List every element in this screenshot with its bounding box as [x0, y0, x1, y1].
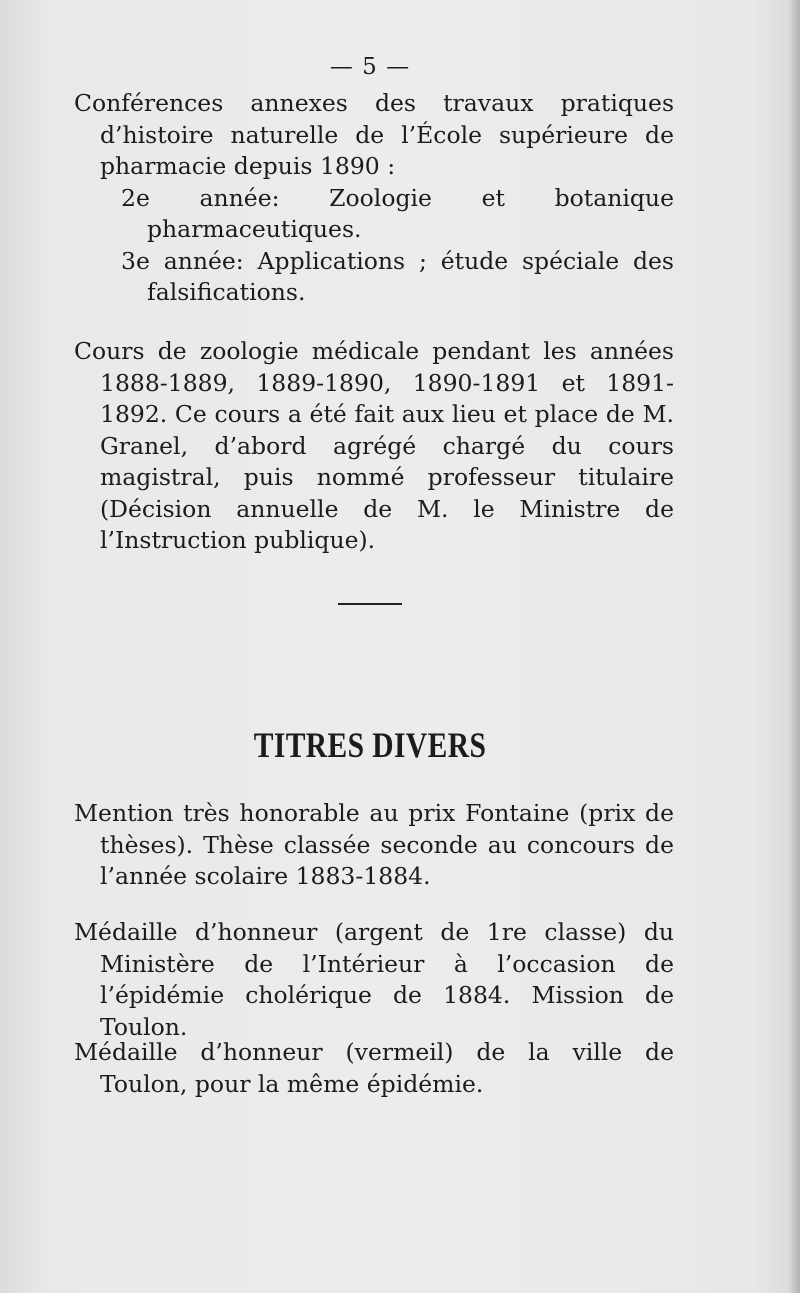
year-3-label: 3e année — [121, 246, 236, 275]
titre-item — [74, 917, 674, 1043]
conferences-paragraph: Conférences annexes des travaux pratiques d’histoire naturelle de l’École supérieure de pharmacie depuis 1890 : — [74, 89, 674, 180]
cours-paragraph: Cours de zoologie médicale pendant les années 1888-1889, 1889-1890, 1890-1891 et 1891-1892. Ce cours a été fait aux lieu et place de M. Granel, d’abord agrégé chargé du cours magistral, puis nommé professeur titulaire (Décision annuelle de M. le Ministre de l’Instruction publique). — [74, 337, 674, 554]
titre-item — [74, 798, 674, 893]
year-3-text: : Applications ; étude spéciale des falsifications. — [147, 246, 674, 306]
titre-medaille-toulon: Médaille d’honneur (vermeil) de la ville de Toulon, pour la même épidémie. — [74, 1038, 674, 1098]
titre-item — [74, 1037, 674, 1100]
conferences-year-3 — [74, 246, 674, 309]
conferences-section — [74, 88, 674, 309]
year-2-text: : Zoologie et botanique pharmaceutiques. — [147, 183, 674, 243]
conferences-year-2 — [74, 183, 674, 246]
titre-medaille-ministere: Médaille d’honneur (argent de 1re classe) du Ministère de l’Intérieur à l’occasion de l’épidémie cholérique de 1884. Mission de Toulon. — [74, 918, 674, 1041]
cours-section — [74, 336, 674, 557]
page-number: — 5 — — [329, 54, 411, 80]
section-divider — [338, 603, 402, 605]
year-2-label: 2e année — [121, 183, 272, 212]
section-title: TITRES DIVERS — [253, 725, 487, 765]
titre-mention: Mention très honorable au prix Fontaine (prix de thèses). Thèse classée seconde au concours de l’année scolaire 1883-1884. — [74, 799, 674, 890]
